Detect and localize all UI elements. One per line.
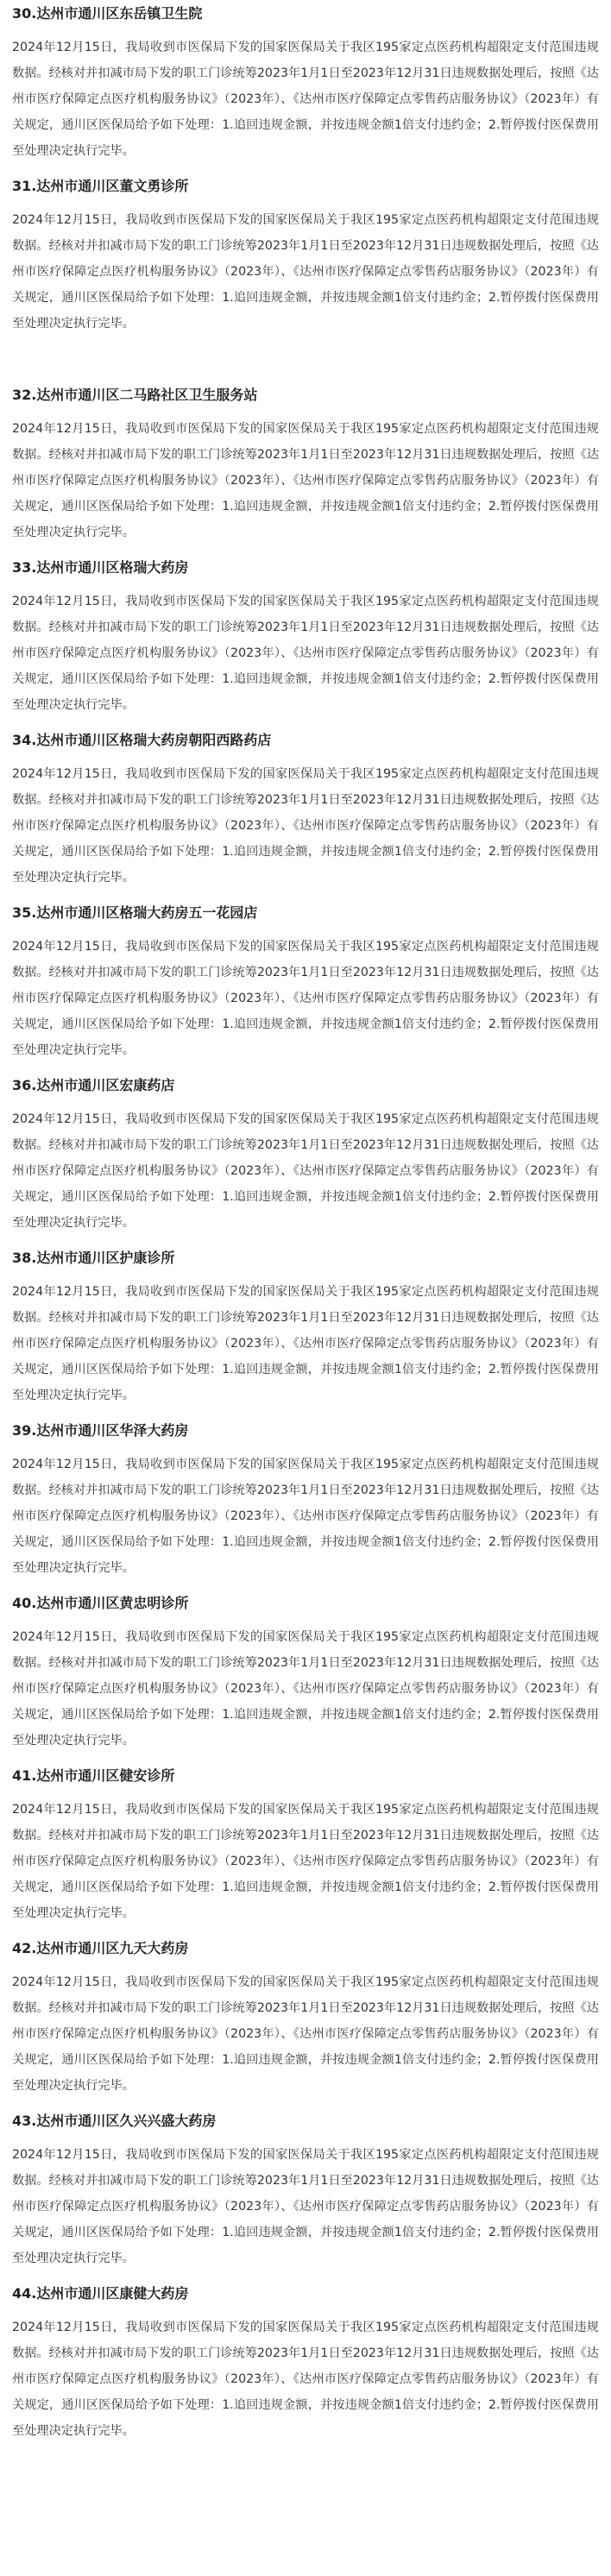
blank-spacer (12, 337, 599, 373)
entry-section (12, 1236, 599, 1408)
entry-title: 36.达州市通川区宏康药店 (12, 1077, 175, 1093)
entry-title: 30.达州市通川区东岳镇卫生院 (12, 5, 203, 22)
entry-section (12, 1581, 599, 1754)
entry-title: 44.达州市通川区康健大药房 (12, 2285, 189, 2302)
entry-title: 43.达州市通川区久兴兴盛大药房 (12, 2113, 217, 2129)
entry-section (12, 2099, 599, 2271)
entry-body: 2024年12月15日，我局收到市医保局下发的国家医保局关于我区195家定点医药机构超限定支付范围违规数据。经核对并扣减市局下发的职工门诊统筹2023年1月1日至2023年12月31日违规数据处理后，按照《达州市医疗保障定点医疗机构服务协议》（2023年）、《达州市医疗保障定点零售药店服务协议》（2023年）有关规定，通川区医保局给予如下处理：1.追回违规金额，并按违规金额1倍支付违约金；2.暂停拨付医保费用至处理决定执行完毕。 (12, 2148, 599, 2265)
entry-section (12, 718, 599, 891)
entry-body: 2024年12月15日，我局收到市医保局下发的国家医保局关于我区195家定点医药机构超限定支付范围违规数据。经核对并扣减市局下发的职工门诊统筹2023年1月1日至2023年12月31日违规数据处理后，按照《达州市医疗保障定点医疗机构服务协议》（2023年）、《达州市医疗保障定点零售药店服务协议》（2023年）有关规定，通川区医保局给予如下处理：1.追回违规金额，并按违规金额1倍支付违约金；2.暂停拨付医保费用至处理决定执行完毕。 (12, 1630, 599, 1748)
entry-body: 2024年12月15日，我局收到市医保局下发的国家医保局关于我区195家定点医药机构超限定支付范围违规数据。经核对并扣减市局下发的职工门诊统筹2023年1月1日至2023年12月31日违规数据处理后，按照《达州市医疗保障定点医疗机构服务协议》（2023年）、《达州市医疗保障定点零售药店服务协议》（2023年）有关规定，通川区医保局给予如下处理：1.追回违规金额，并按违规金额1倍支付违约金；2.暂停拨付医保费用至处理决定执行完毕。 (12, 595, 599, 712)
entry-section (12, 373, 599, 545)
entry-body: 2024年12月15日，我局收到市医保局下发的国家医保局关于我区195家定点医药机构超限定支付范围违规数据。经核对并扣减市局下发的职工门诊统筹2023年1月1日至2023年12月31日违规数据处理后，按照《达州市医疗保障定点医疗机构服务协议》（2023年）、《达州市医疗保障定点零售药店服务协议》（2023年）有关规定，通川区医保局给予如下处理：1.追回违规金额，并按违规金额1倍支付违约金；2.暂停拨付医保费用至处理决定执行完毕。 (12, 213, 599, 331)
entry-body: 2024年12月15日，我局收到市医保局下发的国家医保局关于我区195家定点医药机构超限定支付范围违规数据。经核对并扣减市局下发的职工门诊统筹2023年1月1日至2023年12月31日违规数据处理后，按照《达州市医疗保障定点医疗机构服务协议》（2023年）、《达州市医疗保障定点零售药店服务协议》（2023年）有关规定，通川区医保局给予如下处理：1.追回违规金额，并按违规金额1倍支付违约金；2.暂停拨付医保费用至处理决定执行完毕。 (12, 1975, 599, 2093)
entry-title: 31.达州市通川区董文勇诊所 (12, 178, 189, 194)
entry-title: 41.达州市通川区健安诊所 (12, 1767, 175, 1784)
entry-section (12, 1408, 599, 1581)
entry-title: 34.达州市通川区格瑞大药房朝阳西路药店 (12, 732, 272, 748)
entry-body: 2024年12月15日，我局收到市医保局下发的国家医保局关于我区195家定点医药机构超限定支付范围违规数据。经核对并扣减市局下发的职工门诊统筹2023年1月1日至2023年12月31日违规数据处理后，按照《达州市医疗保障定点医疗机构服务协议》（2023年）、《达州市医疗保障定点零售药店服务协议》（2023年）有关规定，通川区医保局给予如下处理：1.追回违规金额，并按违规金额1倍支付违约金；2.暂停拨付医保费用至处理决定执行完毕。 (12, 2321, 599, 2438)
entry-section (12, 545, 599, 718)
entry-title: 33.达州市通川区格瑞大药房 (12, 559, 189, 576)
entry-section (12, 164, 599, 337)
entry-title: 35.达州市通川区格瑞大药房五一花园店 (12, 904, 258, 921)
entry-section (12, 0, 599, 164)
entry-section (12, 1754, 599, 1926)
entry-title: 32.达州市通川区二马路社区卫生服务站 (12, 387, 258, 403)
entry-section (12, 891, 599, 1063)
entry-title: 38.达州市通川区护康诊所 (12, 1250, 175, 1266)
entry-title: 42.达州市通川区九天大药房 (12, 1940, 189, 1956)
entry-body: 2024年12月15日，我局收到市医保局下发的国家医保局关于我区195家定点医药机构超限定支付范围违规数据。经核对并扣减市局下发的职工门诊统筹2023年1月1日至2023年12月31日违规数据处理后，按照《达州市医疗保障定点医疗机构服务协议》（2023年）、《达州市医疗保障定点零售药店服务协议》（2023年）有关规定，通川区医保局给予如下处理：1.追回违规金额，并按违规金额1倍支付违约金；2.暂停拨付医保费用至处理决定执行完毕。 (12, 767, 599, 885)
entry-title: 40.达州市通川区黄忠明诊所 (12, 1595, 189, 1611)
entry-body: 2024年12月15日，我局收到市医保局下发的国家医保局关于我区195家定点医药机构超限定支付范围违规数据。经核对并扣减市局下发的职工门诊统筹2023年1月1日至2023年12月31日违规数据处理后，按照《达州市医疗保障定点医疗机构服务协议》（2023年）、《达州市医疗保障定点零售药店服务协议》（2023年）有关规定，通川区医保局给予如下处理：1.追回违规金额，并按违规金额1倍支付违约金；2.暂停拨付医保费用至处理决定执行完毕。 (12, 1803, 599, 1920)
entry-body: 2024年12月15日，我局收到市医保局下发的国家医保局关于我区195家定点医药机构超限定支付范围违规数据。经核对并扣减市局下发的职工门诊统筹2023年1月1日至2023年12月31日违规数据处理后，按照《达州市医疗保障定点医疗机构服务协议》（2023年）、《达州市医疗保障定点零售药店服务协议》（2023年）有关规定，通川区医保局给予如下处理：1.追回违规金额，并按违规金额1倍支付违约金；2.暂停拨付医保费用至处理决定执行完毕。 (12, 1458, 599, 1575)
entry-body: 2024年12月15日，我局收到市医保局下发的国家医保局关于我区195家定点医药机构超限定支付范围违规数据。经核对并扣减市局下发的职工门诊统筹2023年1月1日至2023年12月31日违规数据处理后，按照《达州市医疗保障定点医疗机构服务协议》（2023年）、《达州市医疗保障定点零售药店服务协议》（2023年）有关规定，通川区医保局给予如下处理：1.追回违规金额，并按违规金额1倍支付违约金；2.暂停拨付医保费用至处理决定执行完毕。 (12, 1112, 599, 1230)
entry-body: 2024年12月15日，我局收到市医保局下发的国家医保局关于我区195家定点医药机构超限定支付范围违规数据。经核对并扣减市局下发的职工门诊统筹2023年1月1日至2023年12月31日违规数据处理后，按照《达州市医疗保障定点医疗机构服务协议》（2023年）、《达州市医疗保障定点零售药店服务协议》（2023年）有关规定，通川区医保局给予如下处理：1.追回违规金额，并按违规金额1倍支付违约金；2.暂停拨付医保费用至处理决定执行完毕。 (12, 940, 599, 1057)
entry-section (12, 1926, 599, 2099)
entry-body: 2024年12月15日，我局收到市医保局下发的国家医保局关于我区195家定点医药机构超限定支付范围违规数据。经核对并扣减市局下发的职工门诊统筹2023年1月1日至2023年12月31日违规数据处理后，按照《达州市医疗保障定点医疗机构服务协议》（2023年）、《达州市医疗保障定点零售药店服务协议》（2023年）有关规定，通川区医保局给予如下处理：1.追回违规金额，并按违规金额1倍支付违约金；2.暂停拨付医保费用至处理决定执行完毕。 (12, 41, 599, 158)
entry-section (12, 1063, 599, 1236)
entry-title: 39.达州市通川区华泽大药房 (12, 1422, 189, 1439)
entry-body: 2024年12月15日，我局收到市医保局下发的国家医保局关于我区195家定点医药机构超限定支付范围违规数据。经核对并扣减市局下发的职工门诊统筹2023年1月1日至2023年12月31日违规数据处理后，按照《达州市医疗保障定点医疗机构服务协议》（2023年）、《达州市医疗保障定点零售药店服务协议》（2023年）有关规定，通川区医保局给予如下处理：1.追回违规金额，并按违规金额1倍支付违约金；2.暂停拨付医保费用至处理决定执行完毕。 (12, 422, 599, 539)
entry-section (12, 2271, 599, 2444)
entry-body: 2024年12月15日，我局收到市医保局下发的国家医保局关于我区195家定点医药机构超限定支付范围违规数据。经核对并扣减市局下发的职工门诊统筹2023年1月1日至2023年12月31日违规数据处理后，按照《达州市医疗保障定点医疗机构服务协议》（2023年）、《达州市医疗保障定点零售药店服务协议》（2023年）有关规定，通川区医保局给予如下处理：1.追回违规金额，并按违规金额1倍支付违约金；2.暂停拨付医保费用至处理决定执行完毕。 (12, 1285, 599, 1402)
